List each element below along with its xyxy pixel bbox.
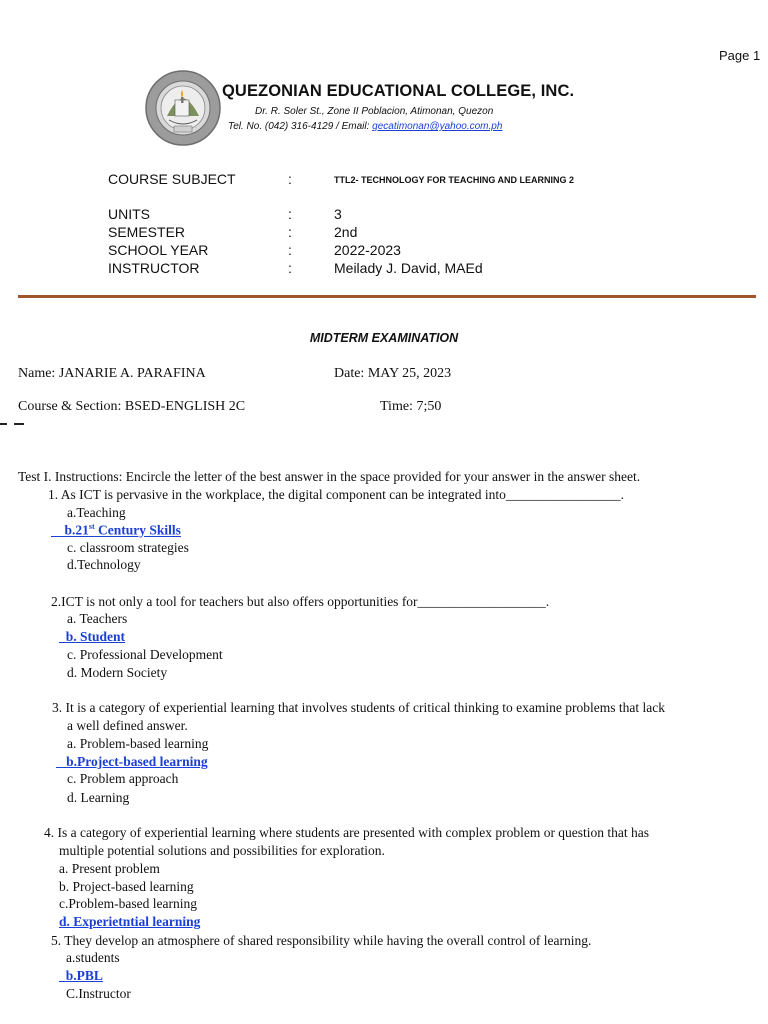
- question-2-option-c: c. Professional Development: [67, 647, 223, 662]
- question-1-stem: 1. As ICT is pervasive in the workplace, the digital component can be integrated into_________________.: [48, 487, 625, 502]
- question-3-answer: [56, 754, 208, 770]
- test-instructions: Test I. Instructions: Encircle the letter of the best answer in the space provided for your answer in the answer sheet.: [18, 469, 641, 484]
- question-2-answer: [59, 629, 125, 645]
- margin-dash: [14, 423, 24, 425]
- answer-text: Century Skills: [94, 522, 181, 538]
- question-2-option-d: d. Modern Society: [67, 665, 168, 680]
- question-3-stem-continued: a well defined answer.: [67, 718, 188, 733]
- contact-text: Tel. No. (042) 316-4129 / Email:: [228, 121, 373, 132]
- question-4-answer: d. Experietntial learning: [59, 914, 201, 929]
- college-contact: [228, 121, 502, 132]
- exam-date: Date: MAY 25, 2023: [334, 366, 452, 381]
- question-4-stem: 4. Is a category of experiential learning where students are presented with complex problem or question that has: [44, 825, 650, 840]
- units-colon: :: [288, 206, 292, 222]
- exam-title: MIDTERM EXAMINATION: [309, 331, 459, 345]
- answer-text: b.PBL: [65, 968, 103, 983]
- question-1-option-d: d.Technology: [67, 557, 141, 572]
- semester-label: SEMESTER: [108, 224, 186, 240]
- answer-text: b. Student: [65, 629, 126, 644]
- school-year-colon: :: [288, 242, 292, 258]
- question-4-option-a: a. Present problem: [59, 861, 160, 876]
- question-5-stem: 5. They develop an atmosphere of shared responsibility while having the overall control of learning.: [51, 933, 592, 948]
- exam-time: Time: 7;50: [380, 399, 442, 414]
- question-1-option-a: a.Teaching: [67, 505, 126, 520]
- margin-dash: [0, 423, 7, 425]
- semester-value: 2nd: [334, 224, 358, 240]
- question-4-option-b: b. Project-based learning: [59, 879, 194, 894]
- header-divider: [18, 295, 756, 298]
- question-2-stem: 2.ICT is not only a tool for teachers but also offers opportunities for___________________.: [51, 594, 550, 609]
- student-name: Name: JANARIE A. PARAFINA: [18, 366, 206, 381]
- course-subject-value: TTL2- TECHNOLOGY FOR TEACHING AND LEARNING 2: [334, 175, 575, 185]
- college-name: QUEZONIAN EDUCATIONAL COLLEGE, INC.: [222, 82, 575, 100]
- instructor-label: INSTRUCTOR: [108, 260, 200, 276]
- question-3-option-d: d. Learning: [67, 790, 130, 805]
- instructor-value: Meilady J. David, MAEd: [334, 260, 483, 276]
- answer-text: b.Project-based learning: [66, 754, 208, 769]
- course-section: Course & Section: BSED-ENGLISH 2C: [18, 399, 246, 414]
- page-number: Page 1: [719, 48, 761, 63]
- question-5-option-a: a.students: [66, 950, 120, 965]
- question-1-answer: [51, 522, 181, 539]
- college-seal-logo: [145, 70, 221, 146]
- units-value: 3: [334, 206, 342, 222]
- answer-superscript: st: [88, 522, 95, 531]
- school-year-label: SCHOOL YEAR: [108, 242, 209, 258]
- question-3-option-c: c. Problem approach: [67, 771, 179, 786]
- question-1-option-c: c. classroom strategies: [67, 540, 189, 555]
- question-3-stem: 3. It is a category of experiential learning that involves students of critical thinking to examine problems that lack: [52, 700, 665, 715]
- college-address: Dr. R. Soler St., Zone II Poblacion, Atimonan, Quezon: [255, 106, 494, 117]
- question-4-stem-continued: multiple potential solutions and possibilities for exploration.: [59, 843, 385, 858]
- question-2-option-a: a. Teachers: [67, 611, 128, 626]
- email-link[interactable]: qecatimonan@yahoo.com.ph: [372, 121, 503, 132]
- instructor-colon: :: [288, 260, 292, 276]
- school-year-value: 2022-2023: [334, 242, 401, 258]
- question-4-option-c: c.Problem-based learning: [59, 896, 197, 911]
- answer-text: b.21: [64, 522, 89, 538]
- course-subject-colon: :: [288, 171, 292, 187]
- question-3-option-a: a. Problem-based learning: [67, 736, 209, 751]
- question-5-option-c: C.Instructor: [66, 986, 131, 1001]
- semester-colon: :: [288, 224, 292, 240]
- course-subject-label: COURSE SUBJECT: [108, 171, 236, 187]
- question-5-answer: [59, 968, 103, 984]
- units-label: UNITS: [108, 206, 150, 222]
